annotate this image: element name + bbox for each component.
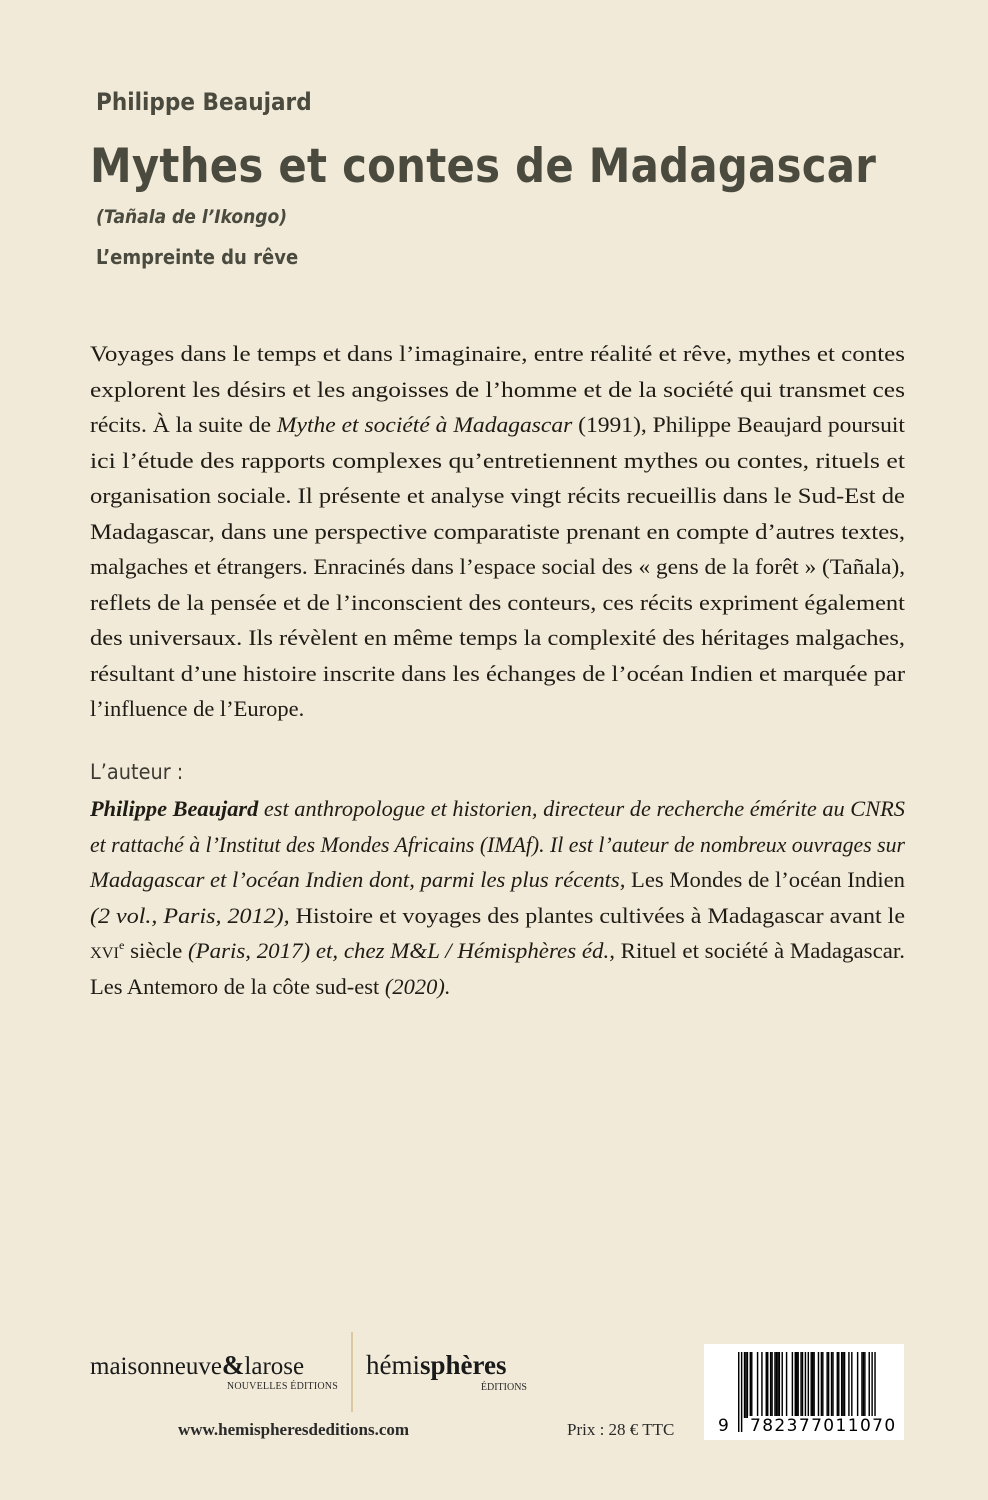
text-segment: Voyages dans le temps et dans l’imaginaire, entre réalité et rêve, mythes et contes	[90, 341, 905, 366]
text-line-content	[90, 933, 905, 969]
text-line	[90, 407, 905, 443]
publisher-logo-maisonneuve-larose	[90, 1350, 340, 1400]
barcode-bar	[861, 1352, 862, 1418]
barcode-bar	[822, 1352, 823, 1418]
text-segment: est anthropologue et historien, directeur de recherche émérite au CNRS	[258, 796, 905, 821]
text-line	[90, 443, 905, 479]
text-segment: (2020).	[384, 973, 451, 999]
isbn-barcode	[704, 1344, 904, 1440]
barcode-bar	[832, 1352, 833, 1418]
text-line-content	[90, 620, 905, 656]
barcode-bar	[777, 1352, 778, 1418]
logo-text-part: sphères	[420, 1350, 507, 1380]
barcode-bar	[774, 1352, 775, 1418]
publisher-logo-subtitle: NOUVELLES ÉDITIONS	[226, 1381, 338, 1392]
text-line-content	[90, 898, 905, 934]
text-line-content	[90, 443, 905, 479]
logo-text-part: hémi	[366, 1350, 420, 1380]
text-line	[90, 791, 905, 827]
barcode-bar	[747, 1352, 748, 1418]
barcode-bar	[851, 1352, 852, 1418]
text-segment: siècle	[124, 938, 188, 963]
text-segment: récits. À la suite de	[90, 412, 277, 437]
author-name: Philippe Beaujard	[96, 88, 312, 116]
text-segment: reflets de la pensée et de l’inconscient des conteurs, ces récits expriment également	[90, 589, 905, 615]
text-line	[90, 862, 905, 898]
barcode-bar	[802, 1352, 803, 1418]
logo-text-part: larose	[244, 1353, 305, 1380]
text-segment: (1991), Philippe Beaujard poursuit	[572, 412, 905, 437]
text-segment: Histoire et voyages des plantes cultivées à Madagascar avant le	[289, 902, 906, 928]
logo-divider	[351, 1332, 353, 1412]
logo-ampersand: &	[221, 1350, 245, 1380]
barcode-bar	[771, 1352, 772, 1418]
text-line-content	[90, 336, 905, 372]
barcode-bar	[818, 1352, 819, 1418]
publisher-logo-main	[90, 1350, 304, 1381]
barcode-bar	[831, 1352, 832, 1418]
text-line-content	[90, 585, 905, 621]
barcode-bar	[841, 1352, 842, 1418]
barcode-bar	[826, 1352, 827, 1418]
barcode-digits: 782377011070	[750, 1416, 897, 1436]
barcode-bar	[821, 1352, 822, 1418]
text-line	[90, 969, 905, 1005]
logo-text-part: maisonneuve	[90, 1353, 222, 1380]
barcode-bar	[745, 1352, 746, 1418]
book-title: Mythes et contes de Madagascar	[90, 139, 877, 194]
text-segment: des universaux. Ils révèlent en même temps la complexité des héritages malgaches,	[90, 625, 905, 650]
text-line-content	[90, 969, 451, 1005]
barcode-bar	[800, 1352, 801, 1418]
text-line-content	[90, 514, 905, 550]
text-line	[90, 372, 905, 408]
text-segment: (Paris, 2017) et, chez M&L / Hémisphères éd.,	[187, 938, 615, 963]
text-segment: Madagascar, dans une perspective comparatiste prenant en compte d’autres textes,	[90, 518, 906, 544]
book-subtitle-italic: (Tañala de l’Ikongo)	[96, 206, 288, 228]
text-segment: résultant d’une histoire inscrite dans les échanges de l’océan Indien et marquée par	[90, 660, 906, 686]
text-line-content	[90, 791, 905, 827]
barcode-bar	[782, 1352, 783, 1418]
text-segment: ici l’étude des rapports complexes qu’entretiennent mythes ou contes, rituels et	[90, 447, 906, 473]
barcode-bar	[837, 1352, 838, 1418]
barcode-bar	[741, 1352, 742, 1432]
barcode-bar	[767, 1352, 768, 1418]
barcode-bar	[813, 1352, 814, 1418]
barcode-bar	[750, 1352, 751, 1418]
text-segment: Philippe Beaujard	[90, 796, 259, 821]
barcode-bar	[796, 1352, 797, 1418]
barcode-bar	[770, 1352, 771, 1418]
text-line	[90, 478, 905, 514]
barcode-bar	[848, 1352, 849, 1418]
text-segment: Les Antemoro de la côte sud-est	[90, 973, 385, 999]
barcode-bar	[776, 1352, 777, 1418]
text-line	[90, 585, 905, 621]
barcode-bar	[738, 1352, 739, 1432]
text-line-content	[90, 827, 905, 863]
text-line-content	[90, 656, 905, 692]
text-line	[90, 549, 905, 585]
author-section-heading: L’auteur :	[90, 760, 184, 784]
barcode-bar	[812, 1352, 813, 1418]
publisher-logo-subtitle: ÉDITIONS	[480, 1382, 527, 1393]
text-segment: Mythe et société à Madagascar	[276, 412, 573, 437]
text-line	[90, 656, 905, 692]
barcode-bar	[797, 1352, 798, 1418]
text-line-content	[90, 549, 905, 585]
text-segment: et rattaché à l’Institut des Mondes Africains (IMAf). Il est l’auteur de nombreux ouvrages sur	[90, 831, 905, 857]
text-line	[90, 514, 905, 550]
text-line-content	[90, 478, 905, 514]
text-line	[90, 691, 905, 727]
barcode-bar	[857, 1352, 858, 1418]
barcode-bar	[844, 1352, 845, 1418]
author-bio-text	[90, 791, 905, 1004]
barcode-bar	[863, 1352, 864, 1418]
barcode-bar	[786, 1352, 787, 1418]
text-line-content	[90, 691, 304, 727]
text-line-content	[90, 407, 905, 443]
text-line-content	[90, 372, 905, 408]
text-segment: e	[118, 938, 125, 952]
text-line	[90, 827, 905, 863]
text-line	[90, 620, 905, 656]
text-line-content	[90, 862, 905, 898]
text-line	[90, 933, 905, 969]
text-segment: l’influence de l’Europe.	[90, 696, 305, 721]
barcode-bar	[864, 1352, 865, 1418]
price-label: Prix : 28 € TTC	[567, 1420, 675, 1439]
barcode-bar	[779, 1352, 780, 1418]
barcode-bar	[869, 1352, 870, 1418]
text-line	[90, 898, 905, 934]
publisher-website-link[interactable]: www.hemispheresdeditions.com	[178, 1420, 410, 1439]
barcode-bar	[766, 1352, 767, 1418]
summary-text	[90, 336, 905, 727]
barcode-bar	[744, 1352, 745, 1418]
barcode-bar	[761, 1352, 762, 1418]
text-segment: explorent les désirs et les angoisses de l’homme et de la société qui transmet ces	[90, 376, 905, 402]
text-segment: malgaches et étrangers. Enracinés dans l’espace social des « gens de la forêt » (Tañala),	[90, 554, 906, 579]
barcode-bar	[828, 1352, 829, 1418]
barcode-bar	[751, 1352, 752, 1418]
book-subtitle: L’empreinte du rêve	[96, 245, 299, 269]
barcode-first-digit: 9	[718, 1416, 729, 1436]
barcode-bar	[842, 1352, 843, 1418]
text-segment: Rituel et société à Madagascar.	[614, 938, 906, 963]
text-segment: organisation sociale. Il présente et analyse vingt récits recueillis dans le Sud-Est de	[90, 483, 905, 508]
publisher-logo-main	[366, 1350, 507, 1381]
barcode-bar	[757, 1352, 758, 1418]
publisher-logo-hemispheres	[366, 1350, 531, 1400]
barcode-bar	[792, 1352, 793, 1418]
text-segment: (2 vol., Paris, 2012),	[90, 902, 290, 928]
text-segment: xvi	[90, 938, 119, 963]
text-segment: Les Mondes de l’océan Indien	[625, 867, 905, 892]
barcode-bar	[795, 1352, 796, 1418]
text-line	[90, 336, 905, 372]
barcode-bar	[811, 1352, 812, 1418]
text-segment: Madagascar et l’océan Indien dont, parmi les plus récents,	[90, 867, 626, 892]
barcode-bar	[838, 1352, 839, 1418]
